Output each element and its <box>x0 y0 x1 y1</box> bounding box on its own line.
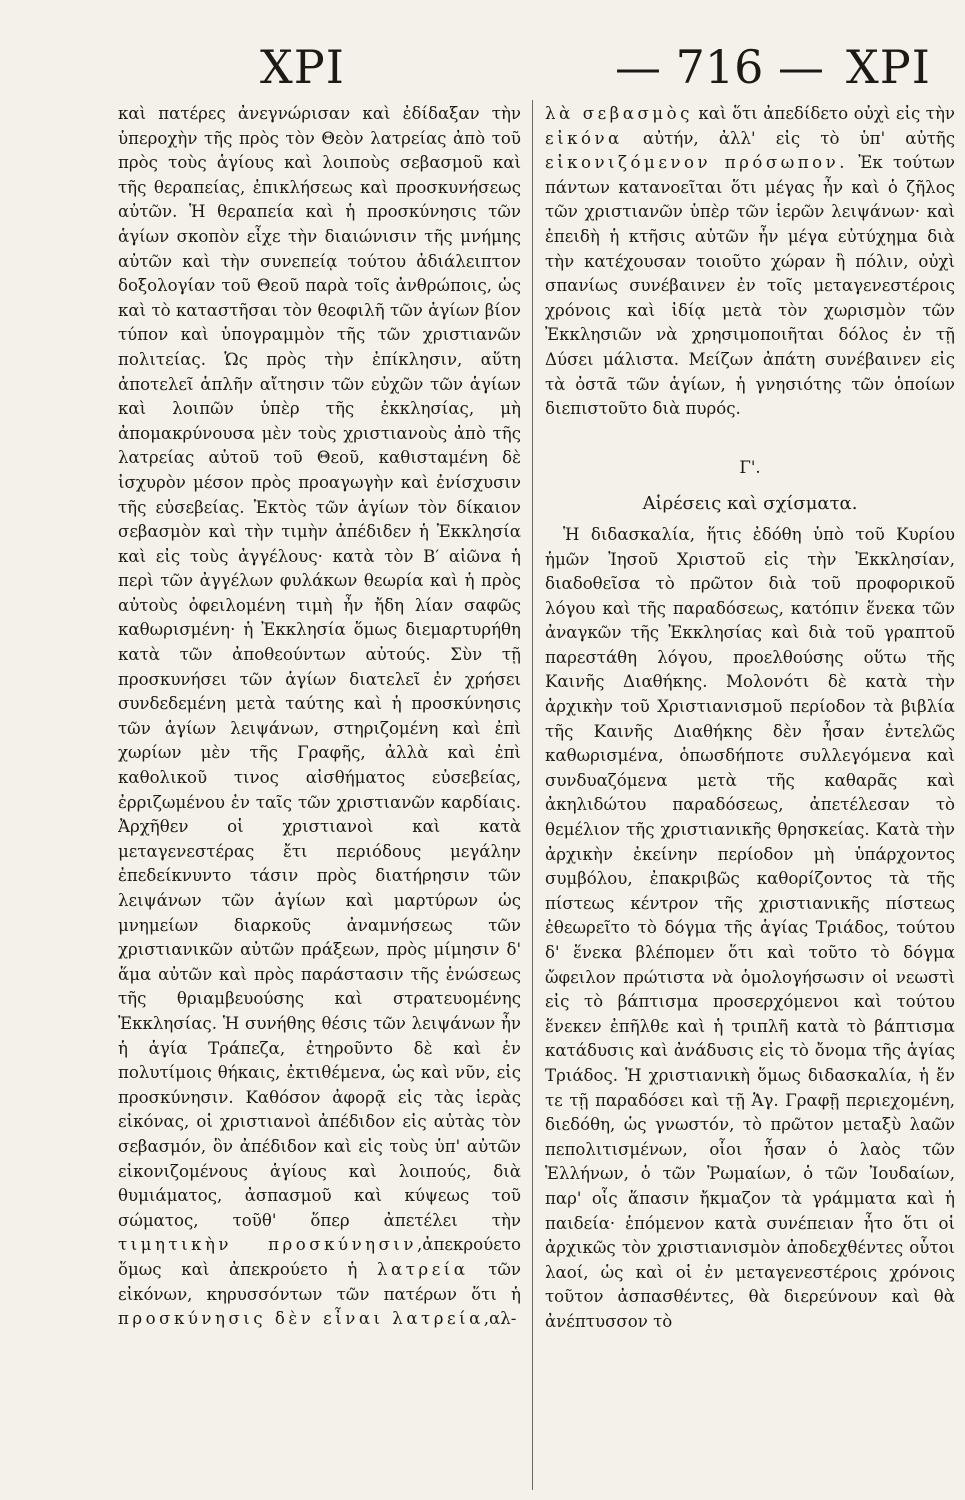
left-spaced-2: λατρεία <box>377 1259 469 1279</box>
right-spaced-b: εἰκόνα <box>545 128 623 148</box>
header-right-word: ΧΡΙ <box>846 40 931 94</box>
right-paragraph-2: Ἡ διδασκαλία, ἥτις ἐδόθη ὑπὸ τοῦ Κυρίου ἡμῶν Ἰησοῦ Χριστοῦ εἰς τὴν Ἐκκλησίαν, διαδοθεῖσα τὸ πρῶτον διὰ τοῦ προφορικοῦ λόγου καὶ τῆς παραδόσεως, κατόπιν ἕνεκα τῶν ἀναγκῶν τῆς Ἐκκλησίας καὶ διὰ τοῦ γραπτοῦ παρεστάθη λόγου, προελθούσης οὕτω τῆς Καινῆς Διαθήκης. Μολονότι δὲ κατὰ τὴν ἀρχικὴν τοῦ Χριστιανισμοῦ περίοδον τὰ βιβλία τῆς Καινῆς Διαθήκης δὲν ἦσαν ἐντελῶς καθωρισμένα, ὁπωσδήποτε συλλεγόμενα καὶ συνδυαζόμενα μετὰ τῆς καθαρᾶς καὶ ἀκηλιδώτου παραδόσεως, ἀπετέλεσαν τὸ θεμέλιον τῆς χριστιανικῆς θρησκείας. Κατὰ τὴν ἀρχικὴν ἐκείνην περίοδον μὴ ὑπάρχοντος συμβόλου, ἐπακριβῶς καθορίζοντος τὰ τῆς πίστεως κέντρον τῆς χριστιανικῆς πίστεως ἐθεωρεῖτο τὸ δόγμα τῆς ἁγίας Τριάδος, τούτου δ' ἕνεκα βλέπομεν ὅτι καὶ τοῦτο τὸ δόγμα ὤφειλον πρώτιστα νὰ ὁμολογήσωσιν οἱ νεωστὶ εἰς τὸ βάπτισμα προσερχόμενοι καὶ τούτου ἕνεκεν ἐπῆλθε καὶ ἡ τριπλῆ κατὰ τὸ βάπτισμα κατάδυσις καὶ ἀνάδυσις εἰς τὸ ὄνομα τῆς ἁγίας Τριάδος. Ἡ χριστιανικὴ ὅμως διδασκαλία, ἡ ἔν τε τῇ παραδόσει καὶ τῇ Ἁγ. Γραφῇ περιεχομένη, διεδόθη, ὡς γνωστόν, τὸ πρῶτον μεταξὺ λαῶν πεπολιτισμένων, οἷοι ἦσαν ὁ λαὸς τῶν Ἑλλήνων, ὁ τῶν Ῥωμαίων, ὁ τῶν Ἰουδαίων, παρ' οἷς ἅπασιν ἤκμαζον τὰ γράμματα καὶ ἡ παιδεία· ἑπόμενον κατὰ συνέπειαν ἦτο ὅτι οἱ ἀρχικῶς τὸν χριστιανισμὸν ἀποδεχθέντες οὗτοι λαοί, ὡς καὶ οἱ ἐν μεταγενεστέροις χρόνοις τοῦτον ἀσπασθέντες, θὰ διερεύνουν καὶ θὰ ἀνέπτυσσον τὸ <box>545 524 955 1331</box>
right-spaced-a: λὰ σεβασμὸς <box>545 104 693 123</box>
running-header <box>110 40 965 96</box>
column-divider <box>532 100 533 1490</box>
right-text-2: αὐτήν, ἀλλ' εἰς τὸ ὑπ' αὐτῆς <box>642 128 955 148</box>
left-column <box>118 102 521 1494</box>
left-text-2: ,ἀπεκρούετο ὅμως καὶ ἀπεκρούετο ἡ <box>118 1235 521 1279</box>
right-text-1: καὶ ὅτι ἀπεδίδετο οὐχὶ εἰς τὴν <box>698 104 955 123</box>
page-number: — 716 — <box>615 40 825 94</box>
right-spaced-c: εἰκονιζόμενον πρόσωπον. <box>545 153 849 173</box>
left-paragraph <box>118 102 521 1332</box>
left-text-3: τῶν εἰκόνων, κηρυσσόντων τῶν πατέρων ὅτι ἡ <box>118 1259 521 1304</box>
header-left-word: ΧΡΙ <box>260 40 345 94</box>
section-title: Αἱρέσεις καὶ σχίσματα. <box>642 493 858 515</box>
left-text-4: ,αλ- <box>483 1309 517 1329</box>
left-text-1: καὶ πατέρες ἀνεγνώρισαν καὶ ἐδίδαξαν τὴν ὑπεροχὴν τῆς πρὸς τὸν Θεὸν λατρείας ἀπὸ τοῦ πρὸς τοὺς ἁγίους καὶ λοιποὺς σεβασμοῦ καὶ τῆς θεραπείας, ἐπικλήσεως καὶ προσκυνήσεως αὐτῶν. Ἡ θεραπεία καὶ ἡ προσκύνησις τῶν ἁγίων σκοπὸν εἶχε τὴν διαιώνισιν τῆς μνήμης αὐτῶν καὶ τὴν συνεπείᾳ τούτου ἀδιάλειπτον δοξολογίαν τοῦ Θεοῦ παρὰ τοῖς ἀνθρώποις, ὡς καὶ τὸ καταστῆσαι τὸν θεοφιλῆ τῶν ἁγίων βίον τύπον καὶ ὑπογραμμὸν τῆς τῶν χριστιανῶν πολιτείας. Ὡς πρὸς τὴν ἐπίκλησιν, αὕτη ἀποτελεῖ ἁπλῆν αἴτησιν τῶν εὐχῶν τῶν ἁγίων καὶ λοιπῶν ὑπὲρ τῆς ἐκκλησίας, μὴ ἀπομακρύνουσα μὲν τοὺς χριστιανοὺς ἀπὸ τῆς λατρείας αὐτοῦ τοῦ Θεοῦ, καθισταμένη δὲ ἰσχυρὸν μέσον πρὸς προαγωγὴν καὶ ἐνίσχυσιν τῆς εὐσεβείας. Ἐκτὸς τῶν ἁγίων τὸν δίκαιον σεβασμὸν καὶ τὴν τιμὴν ἀπέδιδεν ἡ Ἐκκλησία καὶ εἰς τοὺς ἀγγέλους· κατὰ τὸν Β′ αἰῶνα ἡ περὶ τῶν ἀγγέλων φυλάκων θεωρία καὶ ἡ πρὸς αὐτοὺς ὀφειλομένη τιμὴ ἦν ἤδη λίαν σαφῶς καθωρισμένη· ἡ Ἐκκλησία ὅμως διεμαρτυρήθη κατὰ τῶν ἀποθεούντων αὐτούς. Σὺν τῇ προσκυνήσει τῶν ἁγίων διατελεῖ ἐν χρήσει συνδεδεμένη μετὰ ταύτης καὶ ἡ προσκύνησις τῶν ἁγίων λειψάνων, στηριζομένη καὶ ἐπὶ χωρίων μὲν τῆς Γραφῆς, ἀλλὰ καὶ ἐπὶ καθολικοῦ τινος αἰσθήματος εὐσεβείας, ἐρριζωμένου ἐν ταῖς τῶν χριστιανῶν καρδίαις. Ἀρχῆθεν οἱ χριστιανοὶ καὶ κατὰ μεταγενεστέρας ἔτι περιόδους μεγάλην ἐπεδείκνυντο τάσιν πρὸς διατήρησιν τῶν λειψάνων τῶν ἁγίων καὶ μαρτύρων ὡς μνημείων διαρκοῦς ἀναμνήσεως τῶν χριστιανικῶν αὐτῶν πράξεων, πρὸς μίμησιν δ' ἅμα αὐτῶν καὶ πρὸς παράστασιν τῆς ἑνώσεως τῆς θριαμβευούσης καὶ στρατευομένης Ἐκκλησίας. Ἡ συνήθης θέσις τῶν λειψάνων ἦν ἡ ἁγία Τράπεζα, ἐτηροῦντο δὲ καὶ ἐν πολυτίμοις θήκαις, ἐκτιθέμενα, ὡς καὶ νῦν, εἰς προσκύνησιν. Καθόσον ἀφορᾷ εἰς τὰς ἱερὰς εἰκόνας, οἱ χριστιανοὶ ἀπέδιδον εἰς αὐτὰς τὸν σεβασμόν, ὃν ἀπέδιδον καὶ εἰς τοὺς ὑπ' αὐτῶν εἰκονιζομένους ἁγίους καὶ λοιπούς, διὰ θυμιάματος, ἀσπασμοῦ καὶ κύψεως τοῦ σώματος, τοῦθ' ὅπερ ἀπετέλει τὴν <box>118 104 521 1230</box>
right-paragraph-1 <box>545 102 955 422</box>
left-spaced-3: προσκύνησις δὲν εἶναι λατρεία <box>118 1309 484 1329</box>
right-text-3: Ἐκ τούτων πάντων κατανοεῖται ὅτι μέγας ἦν καὶ ὁ ζῆλος τῶν χριστιανῶν ὑπὲρ τῶν ἱερῶν λειψάνων· καὶ ἐπειδὴ ἡ κτῆσις αὐτῶν ἦν μέγα εὐτύχημα διὰ τὴν κατέχουσαν τοιοῦτο χώραν ἢ πόλιν, οὐχὶ σπανίως συνέβαινεν ἐν τοῖς μεταγενεστέροις χρόνοις καὶ ἰδίᾳ μετὰ τὸν χωρισμὸν τῶν Ἐκκλησιῶν νὰ χρησιμοποιῆται δόλος ἐν τῇ Δύσει μάλιστα. Μείζων ἀπάτη συνέβαινεν εἰς τὰ ὀστᾶ τῶν ἁγίων, ἡ γνησιότης τῶν ὁποίων διεπιστοῦτο διὰ πυρός. <box>545 153 955 419</box>
left-spaced-1: τιμητικὴν προσκύνησιν <box>118 1235 418 1255</box>
right-column <box>545 102 955 1494</box>
section-number: Γ'. <box>739 457 761 477</box>
